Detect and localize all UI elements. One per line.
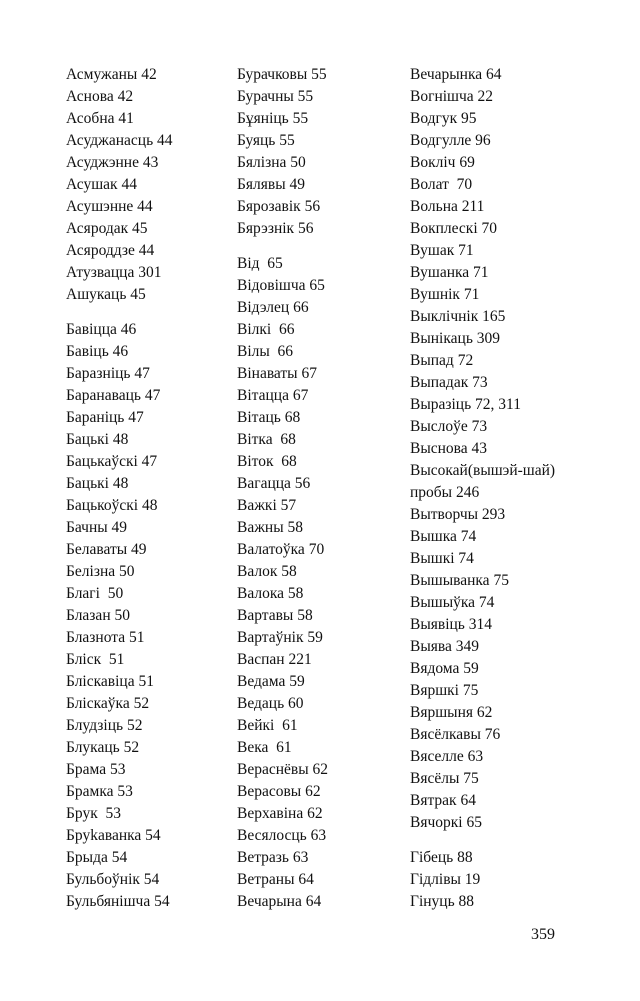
index-entry: Блудзіць 52 (66, 717, 143, 734)
index-entry: Відэлец 66 (237, 299, 309, 316)
index-entry: Бараніць 47 (66, 409, 144, 426)
index-entry: Бялявы 49 (237, 176, 306, 193)
index-entry: Вушак 71 (410, 242, 474, 259)
index-entry: Выслоўе 73 (410, 418, 488, 435)
index-entry: Высокай(вышэй-шай) пробы 246 (410, 462, 556, 501)
index-entry: Від 65 (237, 255, 283, 272)
index-entry: Вагацца 56 (237, 475, 311, 492)
index-entry: Бацькі 48 (66, 431, 129, 448)
index-entry: Века 61 (237, 739, 292, 756)
index-entry: Ветразь 63 (237, 849, 309, 866)
index-entry: Блазан 50 (66, 607, 130, 624)
index-column-3 (410, 64, 580, 913)
index-entry: Вокліч 69 (410, 154, 475, 171)
index-entry: Бұяніць 55 (237, 110, 309, 127)
index-entry: Васпан 221 (237, 651, 312, 668)
index-entry: Водгулле 96 (410, 132, 491, 149)
index-entry: Аснова 42 (66, 88, 134, 105)
index-entry: Асушак 44 (66, 176, 137, 193)
index-entry: Вячоркі 65 (410, 814, 482, 831)
index-entry: Вокплескі 70 (410, 220, 498, 237)
index-entry: Бацькаўскі 47 (66, 453, 158, 470)
index-entry: Вушнік 71 (410, 286, 480, 303)
index-entry: Бліскаўка 52 (66, 695, 150, 712)
index-entry: Вітаць 68 (237, 409, 301, 426)
index-entry: Бульбянішча 54 (66, 893, 170, 910)
index-entry: Валатоўка 70 (237, 541, 325, 558)
index-entry: Бліскавіца 51 (66, 673, 154, 690)
group-gap (66, 306, 236, 319)
index-entry: Бульбоўнік 54 (66, 871, 160, 888)
index-entry: Ведаць 60 (237, 695, 304, 712)
index-entry: Валок 58 (237, 563, 297, 580)
index-entry: Выклічнік 165 (410, 308, 506, 325)
index-entry: Волат 70 (410, 176, 473, 193)
index-entry: Віток 68 (237, 453, 297, 470)
index-entry: Важны 58 (237, 519, 304, 536)
index-entry: Баразніць 47 (66, 365, 150, 382)
index-entry: Вілкі 66 (237, 321, 295, 338)
index-entry: Выснова 43 (410, 440, 488, 457)
index-entry: Вольна 211 (410, 198, 485, 215)
index-entry: Асуджанасць 44 (66, 132, 173, 149)
index-entry: Бавіць 46 (66, 343, 129, 360)
index-entry: Верхавіна 62 (237, 805, 323, 822)
index-entry: Вышка 74 (410, 528, 477, 545)
index-entry: Вечарына 64 (237, 893, 322, 910)
group-gap (410, 834, 580, 847)
index-entry: Вінаваты 67 (237, 365, 317, 382)
index-entry: Баранаваць 47 (66, 387, 161, 404)
index-entry: Выразіць 72, 311 (410, 396, 521, 413)
index-entry: Вераснёвы 62 (237, 761, 329, 778)
page-number: 359 (531, 926, 555, 943)
index-entry: Вілы 66 (237, 343, 294, 360)
index-entry: Бацькоўскі 48 (66, 497, 158, 514)
index-entry: Блукаць 52 (66, 739, 140, 756)
index-entry: Вітка 68 (237, 431, 296, 448)
index-entry: Бялізна 50 (237, 154, 306, 171)
index-entry: Важкі 57 (237, 497, 297, 514)
index-entry: Вейкі 61 (237, 717, 298, 734)
index-entry: Выпадак 73 (410, 374, 488, 391)
index-entry: Выява 349 (410, 638, 480, 655)
index-entry: Вясёлкавы 76 (410, 726, 501, 743)
index-entry: Бурачковы 55 (237, 66, 327, 83)
index-entry: Гінуць 88 (410, 893, 475, 910)
index-entry: Гідлівы 19 (410, 871, 481, 888)
index-column-1 (66, 64, 236, 913)
index-entry: Водгук 95 (410, 110, 477, 127)
index-column-2 (237, 64, 407, 913)
index-entry: Вытворчы 293 (410, 506, 506, 523)
index-entry: Асуджэнне 43 (66, 154, 159, 171)
index-entry: Гібець 88 (410, 849, 473, 866)
index-entry: Відовішча 65 (237, 277, 325, 294)
index-entry: Белізна 50 (66, 563, 135, 580)
index-entry: Асмужаны 42 (66, 66, 157, 83)
index-entry: Вушанка 71 (410, 264, 489, 281)
index-entry: Бацькі 48 (66, 475, 129, 492)
index-entry: Брыда 54 (66, 849, 128, 866)
index-entry: Бруkаванка 54 (66, 827, 161, 844)
index-entry: Ашукаць 45 (66, 286, 146, 303)
index-entry: Вынікаць 309 (410, 330, 501, 347)
index-entry: Бярозавік 56 (237, 198, 321, 215)
index-entry: Асяродак 45 (66, 220, 148, 237)
index-entry: Вартавы 58 (237, 607, 313, 624)
index-entry: Вяршыня 62 (410, 704, 493, 721)
index-entry: Верасовы 62 (237, 783, 321, 800)
index-entry: Вітацца 67 (237, 387, 309, 404)
index-entry: Валока 58 (237, 585, 304, 602)
index-entry: Вышыўка 74 (410, 594, 495, 611)
index-entry: Вышкі 74 (410, 550, 474, 567)
index-entry: Атузвацца 301 (66, 264, 162, 281)
index-entry: Буяць 55 (237, 132, 295, 149)
index-entry: Вясёлы 75 (410, 770, 479, 787)
index-entry: Блазнота 51 (66, 629, 145, 646)
index-entry: Бавіцца 46 (66, 321, 137, 338)
index-entry: Брук 53 (66, 805, 121, 822)
group-gap (237, 240, 407, 253)
index-entry: Асяроддзе 44 (66, 242, 155, 259)
index-entry: Асушэнне 44 (66, 198, 153, 215)
index-entry: Вогнішча 22 (410, 88, 494, 105)
index-entry: Брамка 53 (66, 783, 133, 800)
index-entry: Вяршкі 75 (410, 682, 479, 699)
index-entry: Брама 53 (66, 761, 126, 778)
index-entry: Бачны 49 (66, 519, 128, 536)
index-entry: Выпад 72 (410, 352, 474, 369)
index-entry: Бурачны 55 (237, 88, 314, 105)
index-entry: Ведама 59 (237, 673, 305, 690)
index-entry: Благі 50 (66, 585, 124, 602)
index-entry: Выявіць 314 (410, 616, 492, 633)
index-entry: Вяселле 63 (410, 748, 484, 765)
index-entry: Вятрак 64 (410, 792, 476, 809)
index-entry: Ветраны 64 (237, 871, 314, 888)
index-entry: Вартаўнік 59 (237, 629, 323, 646)
index-entry: Белаваты 49 (66, 541, 147, 558)
index-entry: Бярэзнік 56 (237, 220, 314, 237)
index-entry: Вечарынка 64 (410, 66, 502, 83)
index-entry: Асобна 41 (66, 110, 134, 127)
index-entry: Вышыванка 75 (410, 572, 509, 589)
index-entry: Вядома 59 (410, 660, 479, 677)
index-entry: Весялосць 63 (237, 827, 327, 844)
index-entry: Бліск 51 (66, 651, 125, 668)
